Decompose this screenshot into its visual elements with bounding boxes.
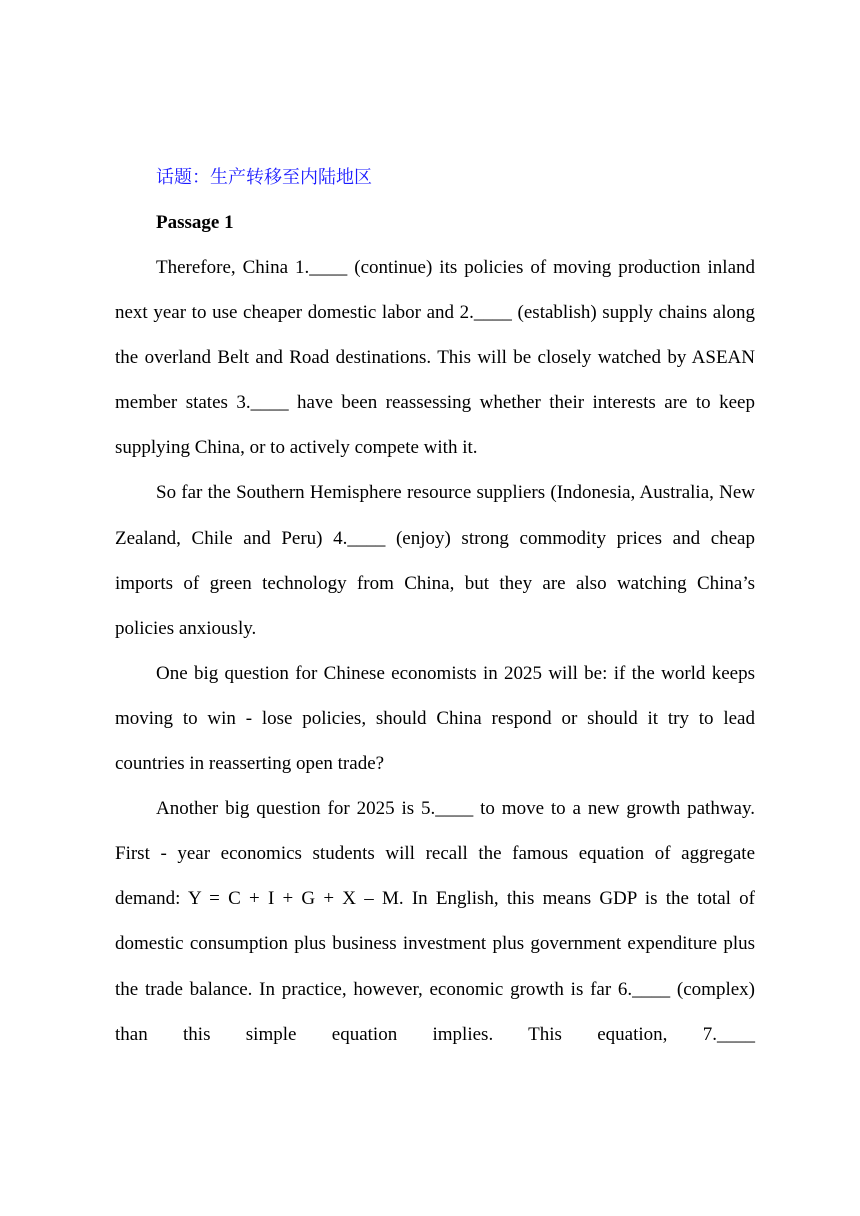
paragraph-3: One big question for Chinese economists in 2025 will be: if the world keeps moving to win - lose policies, should China respond or should it try to lead countries in reasserting open trade? xyxy=(115,662,755,775)
paragraph-2: So far the Southern Hemisphere resource suppliers (Indonesia, Australia, New Zealand, Chile and Peru) 4.____ (enjoy) strong commodity prices and cheap imports of green technology from China, but they are also watching China’s policies anxiously. xyxy=(115,482,755,639)
paragraph-4: Another big question for 2025 is 5.____ to move to a new growth pathway. First - year economics students will recall the famous equation of aggregate demand: Y = C + I + G + X – M. In English, this means GDP is the total of domestic consumption plus business investment plus government expenditure plus the trade balance. In practice, however, economic growth is far 6.____ (complex) than this simple equation implies. This equation, 7.____ xyxy=(115,798,755,1045)
passage-title: Passage 1 xyxy=(156,212,234,233)
topic-heading: 话题：生产转移至内陆地区 xyxy=(156,167,372,188)
document-body xyxy=(115,155,755,1057)
paragraph-1: Therefore, China 1.____ (continue) its policies of moving production inland next year to use cheaper domestic labor and 2.____ (establish) supply chains along the overland Belt and Road destinations. This will be closely watched by ASEAN member states 3.____ have been reassessing whether their interests are to keep supplying China, or to actively compete with it. xyxy=(115,257,755,459)
